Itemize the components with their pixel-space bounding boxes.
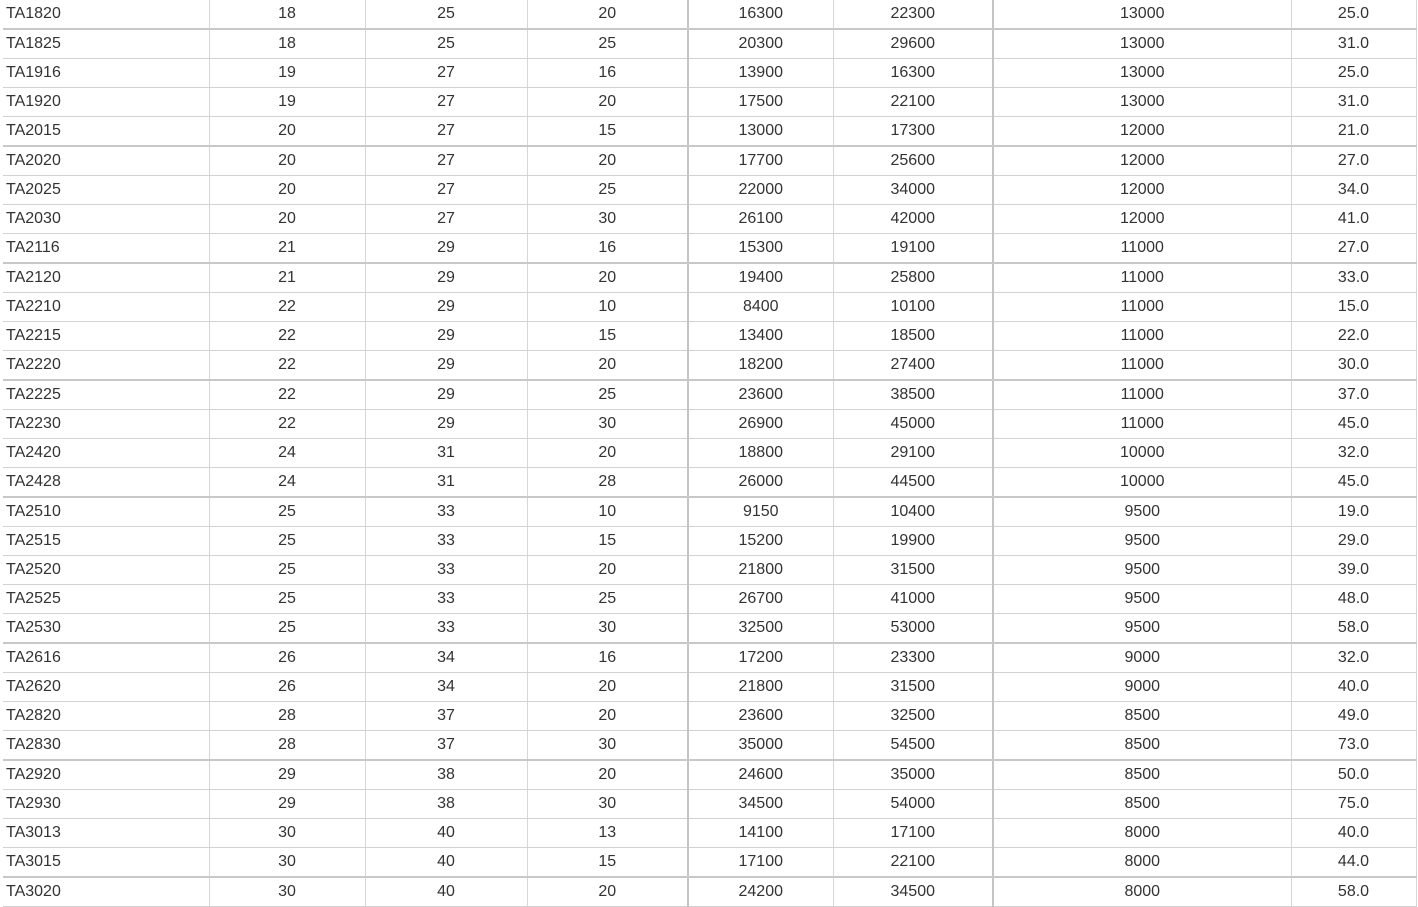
dynamic-load-cell: 23600 — [688, 380, 833, 410]
width-cell: 25 — [527, 176, 688, 205]
weight-cell: 37.0 — [1291, 380, 1416, 410]
inner-diameter-cell: 22 — [209, 351, 365, 381]
inner-diameter-cell: 20 — [209, 146, 365, 176]
table-row — [3, 497, 1416, 527]
width-cell: 20 — [527, 556, 688, 585]
outer-diameter-cell: 29 — [365, 322, 527, 351]
table-row — [3, 702, 1416, 731]
width-cell: 25 — [527, 29, 688, 59]
model-cell: TA2420 — [3, 439, 209, 468]
outer-diameter-cell: 29 — [365, 234, 527, 264]
model-cell: TA2616 — [3, 643, 209, 673]
inner-diameter-cell: 22 — [209, 293, 365, 322]
static-load-cell: 19900 — [833, 527, 993, 556]
outer-diameter-cell: 38 — [365, 790, 527, 819]
weight-cell: 30.0 — [1291, 351, 1416, 381]
table-row — [3, 848, 1416, 878]
model-cell: TA2930 — [3, 790, 209, 819]
weight-cell: 29.0 — [1291, 527, 1416, 556]
dynamic-load-cell: 21800 — [688, 556, 833, 585]
static-load-cell: 10400 — [833, 497, 993, 527]
static-load-cell: 19100 — [833, 234, 993, 264]
table-row — [3, 790, 1416, 819]
width-cell: 15 — [527, 117, 688, 147]
dynamic-load-cell: 13400 — [688, 322, 833, 351]
table-row — [3, 556, 1416, 585]
outer-diameter-cell: 34 — [365, 643, 527, 673]
inner-diameter-cell: 22 — [209, 410, 365, 439]
width-cell: 20 — [527, 760, 688, 790]
bearing-spec-table-container — [3, 0, 1416, 907]
inner-diameter-cell: 25 — [209, 585, 365, 614]
table-row — [3, 380, 1416, 410]
dynamic-load-cell: 13000 — [688, 117, 833, 147]
width-cell: 10 — [527, 293, 688, 322]
dynamic-load-cell: 34500 — [688, 790, 833, 819]
static-load-cell: 35000 — [833, 760, 993, 790]
dynamic-load-cell: 26900 — [688, 410, 833, 439]
table-row — [3, 731, 1416, 761]
limiting-speed-cell: 11000 — [993, 410, 1291, 439]
model-cell: TA2428 — [3, 468, 209, 498]
static-load-cell: 22300 — [833, 0, 993, 29]
inner-diameter-cell: 24 — [209, 439, 365, 468]
table-row — [3, 439, 1416, 468]
static-load-cell: 18500 — [833, 322, 993, 351]
limiting-speed-cell: 9500 — [993, 585, 1291, 614]
limiting-speed-cell: 8500 — [993, 790, 1291, 819]
outer-diameter-cell: 38 — [365, 760, 527, 790]
model-cell: TA2015 — [3, 117, 209, 147]
model-cell: TA2510 — [3, 497, 209, 527]
limiting-speed-cell: 13000 — [993, 29, 1291, 59]
static-load-cell: 34500 — [833, 877, 993, 907]
dynamic-load-cell: 24200 — [688, 877, 833, 907]
width-cell: 30 — [527, 205, 688, 234]
model-cell: TA2820 — [3, 702, 209, 731]
model-cell: TA2030 — [3, 205, 209, 234]
weight-cell: 41.0 — [1291, 205, 1416, 234]
static-load-cell: 16300 — [833, 59, 993, 88]
width-cell: 30 — [527, 410, 688, 439]
outer-diameter-cell: 40 — [365, 848, 527, 878]
limiting-speed-cell: 11000 — [993, 293, 1291, 322]
dynamic-load-cell: 22000 — [688, 176, 833, 205]
limiting-speed-cell: 11000 — [993, 322, 1291, 351]
model-cell: TA2515 — [3, 527, 209, 556]
dynamic-load-cell: 26100 — [688, 205, 833, 234]
model-cell: TA2120 — [3, 263, 209, 293]
table-row — [3, 117, 1416, 147]
outer-diameter-cell: 33 — [365, 585, 527, 614]
model-cell: TA1820 — [3, 0, 209, 29]
outer-diameter-cell: 27 — [365, 59, 527, 88]
width-cell: 30 — [527, 790, 688, 819]
dynamic-load-cell: 21800 — [688, 673, 833, 702]
model-cell: TA2020 — [3, 146, 209, 176]
static-load-cell: 44500 — [833, 468, 993, 498]
model-cell: TA2525 — [3, 585, 209, 614]
limiting-speed-cell: 10000 — [993, 439, 1291, 468]
dynamic-load-cell: 26700 — [688, 585, 833, 614]
inner-diameter-cell: 20 — [209, 176, 365, 205]
static-load-cell: 29600 — [833, 29, 993, 59]
weight-cell: 34.0 — [1291, 176, 1416, 205]
outer-diameter-cell: 27 — [365, 205, 527, 234]
weight-cell: 58.0 — [1291, 614, 1416, 644]
outer-diameter-cell: 29 — [365, 410, 527, 439]
model-cell: TA2520 — [3, 556, 209, 585]
inner-diameter-cell: 26 — [209, 673, 365, 702]
inner-diameter-cell: 20 — [209, 205, 365, 234]
static-load-cell: 17300 — [833, 117, 993, 147]
static-load-cell: 38500 — [833, 380, 993, 410]
dynamic-load-cell: 17500 — [688, 88, 833, 117]
limiting-speed-cell: 9500 — [993, 497, 1291, 527]
dynamic-load-cell: 26000 — [688, 468, 833, 498]
outer-diameter-cell: 40 — [365, 877, 527, 907]
static-load-cell: 10100 — [833, 293, 993, 322]
table-row — [3, 88, 1416, 117]
limiting-speed-cell: 8000 — [993, 819, 1291, 848]
inner-diameter-cell: 25 — [209, 556, 365, 585]
static-load-cell: 53000 — [833, 614, 993, 644]
weight-cell: 27.0 — [1291, 234, 1416, 264]
static-load-cell: 27400 — [833, 351, 993, 381]
inner-diameter-cell: 19 — [209, 59, 365, 88]
dynamic-load-cell: 20300 — [688, 29, 833, 59]
weight-cell: 73.0 — [1291, 731, 1416, 761]
outer-diameter-cell: 33 — [365, 497, 527, 527]
outer-diameter-cell: 27 — [365, 176, 527, 205]
static-load-cell: 32500 — [833, 702, 993, 731]
limiting-speed-cell: 8500 — [993, 731, 1291, 761]
table-row — [3, 527, 1416, 556]
weight-cell: 31.0 — [1291, 29, 1416, 59]
model-cell: TA3015 — [3, 848, 209, 878]
weight-cell: 48.0 — [1291, 585, 1416, 614]
model-cell: TA2025 — [3, 176, 209, 205]
weight-cell: 44.0 — [1291, 848, 1416, 878]
outer-diameter-cell: 33 — [365, 614, 527, 644]
inner-diameter-cell: 26 — [209, 643, 365, 673]
limiting-speed-cell: 11000 — [993, 351, 1291, 381]
table-row — [3, 176, 1416, 205]
weight-cell: 49.0 — [1291, 702, 1416, 731]
limiting-speed-cell: 9000 — [993, 673, 1291, 702]
static-load-cell: 54500 — [833, 731, 993, 761]
width-cell: 16 — [527, 59, 688, 88]
static-load-cell: 41000 — [833, 585, 993, 614]
inner-diameter-cell: 19 — [209, 88, 365, 117]
inner-diameter-cell: 30 — [209, 848, 365, 878]
dynamic-load-cell: 16300 — [688, 0, 833, 29]
width-cell: 20 — [527, 146, 688, 176]
width-cell: 30 — [527, 614, 688, 644]
width-cell: 15 — [527, 322, 688, 351]
limiting-speed-cell: 12000 — [993, 176, 1291, 205]
inner-diameter-cell: 24 — [209, 468, 365, 498]
inner-diameter-cell: 29 — [209, 790, 365, 819]
limiting-speed-cell: 11000 — [993, 263, 1291, 293]
outer-diameter-cell: 33 — [365, 556, 527, 585]
model-cell: TA2116 — [3, 234, 209, 264]
bearing-spec-table — [3, 0, 1417, 907]
width-cell: 20 — [527, 351, 688, 381]
weight-cell: 39.0 — [1291, 556, 1416, 585]
model-cell: TA2215 — [3, 322, 209, 351]
limiting-speed-cell: 8500 — [993, 702, 1291, 731]
static-load-cell: 25600 — [833, 146, 993, 176]
dynamic-load-cell: 24600 — [688, 760, 833, 790]
table-row — [3, 293, 1416, 322]
weight-cell: 50.0 — [1291, 760, 1416, 790]
dynamic-load-cell: 23600 — [688, 702, 833, 731]
width-cell: 20 — [527, 877, 688, 907]
weight-cell: 40.0 — [1291, 819, 1416, 848]
width-cell: 20 — [527, 88, 688, 117]
static-load-cell: 22100 — [833, 88, 993, 117]
width-cell: 25 — [527, 585, 688, 614]
width-cell: 20 — [527, 0, 688, 29]
inner-diameter-cell: 21 — [209, 234, 365, 264]
limiting-speed-cell: 9500 — [993, 527, 1291, 556]
static-load-cell: 17100 — [833, 819, 993, 848]
static-load-cell: 25800 — [833, 263, 993, 293]
weight-cell: 21.0 — [1291, 117, 1416, 147]
outer-diameter-cell: 29 — [365, 293, 527, 322]
model-cell: TA3020 — [3, 877, 209, 907]
outer-diameter-cell: 34 — [365, 673, 527, 702]
inner-diameter-cell: 22 — [209, 322, 365, 351]
weight-cell: 33.0 — [1291, 263, 1416, 293]
static-load-cell: 34000 — [833, 176, 993, 205]
static-load-cell: 23300 — [833, 643, 993, 673]
limiting-speed-cell: 11000 — [993, 234, 1291, 264]
static-load-cell: 42000 — [833, 205, 993, 234]
dynamic-load-cell: 35000 — [688, 731, 833, 761]
width-cell: 30 — [527, 731, 688, 761]
width-cell: 25 — [527, 380, 688, 410]
limiting-speed-cell: 8000 — [993, 877, 1291, 907]
width-cell: 13 — [527, 819, 688, 848]
weight-cell: 27.0 — [1291, 146, 1416, 176]
dynamic-load-cell: 19400 — [688, 263, 833, 293]
dynamic-load-cell: 8400 — [688, 293, 833, 322]
static-load-cell: 29100 — [833, 439, 993, 468]
dynamic-load-cell: 14100 — [688, 819, 833, 848]
limiting-speed-cell: 10000 — [993, 468, 1291, 498]
limiting-speed-cell: 13000 — [993, 0, 1291, 29]
outer-diameter-cell: 31 — [365, 468, 527, 498]
inner-diameter-cell: 30 — [209, 819, 365, 848]
dynamic-load-cell: 32500 — [688, 614, 833, 644]
model-cell: TA2530 — [3, 614, 209, 644]
model-cell: TA3013 — [3, 819, 209, 848]
model-cell: TA1916 — [3, 59, 209, 88]
width-cell: 16 — [527, 643, 688, 673]
inner-diameter-cell: 22 — [209, 380, 365, 410]
weight-cell: 45.0 — [1291, 468, 1416, 498]
limiting-speed-cell: 8500 — [993, 760, 1291, 790]
weight-cell: 22.0 — [1291, 322, 1416, 351]
limiting-speed-cell: 9000 — [993, 643, 1291, 673]
table-row — [3, 59, 1416, 88]
model-cell: TA2620 — [3, 673, 209, 702]
table-row — [3, 468, 1416, 498]
outer-diameter-cell: 31 — [365, 439, 527, 468]
inner-diameter-cell: 20 — [209, 117, 365, 147]
limiting-speed-cell: 12000 — [993, 205, 1291, 234]
dynamic-load-cell: 15200 — [688, 527, 833, 556]
table-row — [3, 760, 1416, 790]
inner-diameter-cell: 25 — [209, 614, 365, 644]
weight-cell: 31.0 — [1291, 88, 1416, 117]
outer-diameter-cell: 25 — [365, 0, 527, 29]
table-row — [3, 234, 1416, 264]
dynamic-load-cell: 13900 — [688, 59, 833, 88]
table-row — [3, 673, 1416, 702]
weight-cell: 75.0 — [1291, 790, 1416, 819]
table-row — [3, 585, 1416, 614]
outer-diameter-cell: 29 — [365, 351, 527, 381]
limiting-speed-cell: 12000 — [993, 146, 1291, 176]
outer-diameter-cell: 40 — [365, 819, 527, 848]
static-load-cell: 54000 — [833, 790, 993, 819]
limiting-speed-cell: 9500 — [993, 556, 1291, 585]
model-cell: TA2220 — [3, 351, 209, 381]
weight-cell: 25.0 — [1291, 0, 1416, 29]
limiting-speed-cell: 9500 — [993, 614, 1291, 644]
width-cell: 20 — [527, 439, 688, 468]
limiting-speed-cell: 8000 — [993, 848, 1291, 878]
dynamic-load-cell: 18800 — [688, 439, 833, 468]
weight-cell: 58.0 — [1291, 877, 1416, 907]
width-cell: 20 — [527, 702, 688, 731]
width-cell: 16 — [527, 234, 688, 264]
inner-diameter-cell: 25 — [209, 497, 365, 527]
weight-cell: 15.0 — [1291, 293, 1416, 322]
table-row — [3, 0, 1416, 29]
table-row — [3, 819, 1416, 848]
width-cell: 20 — [527, 263, 688, 293]
model-cell: TA2230 — [3, 410, 209, 439]
table-row — [3, 410, 1416, 439]
outer-diameter-cell: 29 — [365, 263, 527, 293]
model-cell: TA2225 — [3, 380, 209, 410]
dynamic-load-cell: 17100 — [688, 848, 833, 878]
model-cell: TA2830 — [3, 731, 209, 761]
weight-cell: 40.0 — [1291, 673, 1416, 702]
table-row — [3, 205, 1416, 234]
model-cell: TA1920 — [3, 88, 209, 117]
inner-diameter-cell: 18 — [209, 0, 365, 29]
limiting-speed-cell: 11000 — [993, 380, 1291, 410]
dynamic-load-cell: 17700 — [688, 146, 833, 176]
inner-diameter-cell: 30 — [209, 877, 365, 907]
dynamic-load-cell: 18200 — [688, 351, 833, 381]
inner-diameter-cell: 25 — [209, 527, 365, 556]
inner-diameter-cell: 21 — [209, 263, 365, 293]
table-body — [3, 0, 1416, 907]
static-load-cell: 45000 — [833, 410, 993, 439]
outer-diameter-cell: 37 — [365, 702, 527, 731]
outer-diameter-cell: 25 — [365, 29, 527, 59]
weight-cell: 45.0 — [1291, 410, 1416, 439]
outer-diameter-cell: 27 — [365, 88, 527, 117]
outer-diameter-cell: 37 — [365, 731, 527, 761]
model-cell: TA2920 — [3, 760, 209, 790]
width-cell: 15 — [527, 848, 688, 878]
table-row — [3, 614, 1416, 644]
width-cell: 20 — [527, 673, 688, 702]
outer-diameter-cell: 27 — [365, 146, 527, 176]
dynamic-load-cell: 15300 — [688, 234, 833, 264]
inner-diameter-cell: 18 — [209, 29, 365, 59]
model-cell: TA1825 — [3, 29, 209, 59]
weight-cell: 19.0 — [1291, 497, 1416, 527]
table-row — [3, 146, 1416, 176]
dynamic-load-cell: 17200 — [688, 643, 833, 673]
table-row — [3, 643, 1416, 673]
table-row — [3, 29, 1416, 59]
model-cell: TA2210 — [3, 293, 209, 322]
table-row — [3, 351, 1416, 381]
width-cell: 10 — [527, 497, 688, 527]
weight-cell: 32.0 — [1291, 643, 1416, 673]
limiting-speed-cell: 13000 — [993, 88, 1291, 117]
outer-diameter-cell: 27 — [365, 117, 527, 147]
inner-diameter-cell: 29 — [209, 760, 365, 790]
static-load-cell: 22100 — [833, 848, 993, 878]
table-row — [3, 263, 1416, 293]
limiting-speed-cell: 12000 — [993, 117, 1291, 147]
weight-cell: 25.0 — [1291, 59, 1416, 88]
width-cell: 28 — [527, 468, 688, 498]
dynamic-load-cell: 9150 — [688, 497, 833, 527]
limiting-speed-cell: 13000 — [993, 59, 1291, 88]
static-load-cell: 31500 — [833, 556, 993, 585]
outer-diameter-cell: 29 — [365, 380, 527, 410]
inner-diameter-cell: 28 — [209, 702, 365, 731]
outer-diameter-cell: 33 — [365, 527, 527, 556]
static-load-cell: 31500 — [833, 673, 993, 702]
width-cell: 15 — [527, 527, 688, 556]
table-row — [3, 322, 1416, 351]
inner-diameter-cell: 28 — [209, 731, 365, 761]
weight-cell: 32.0 — [1291, 439, 1416, 468]
